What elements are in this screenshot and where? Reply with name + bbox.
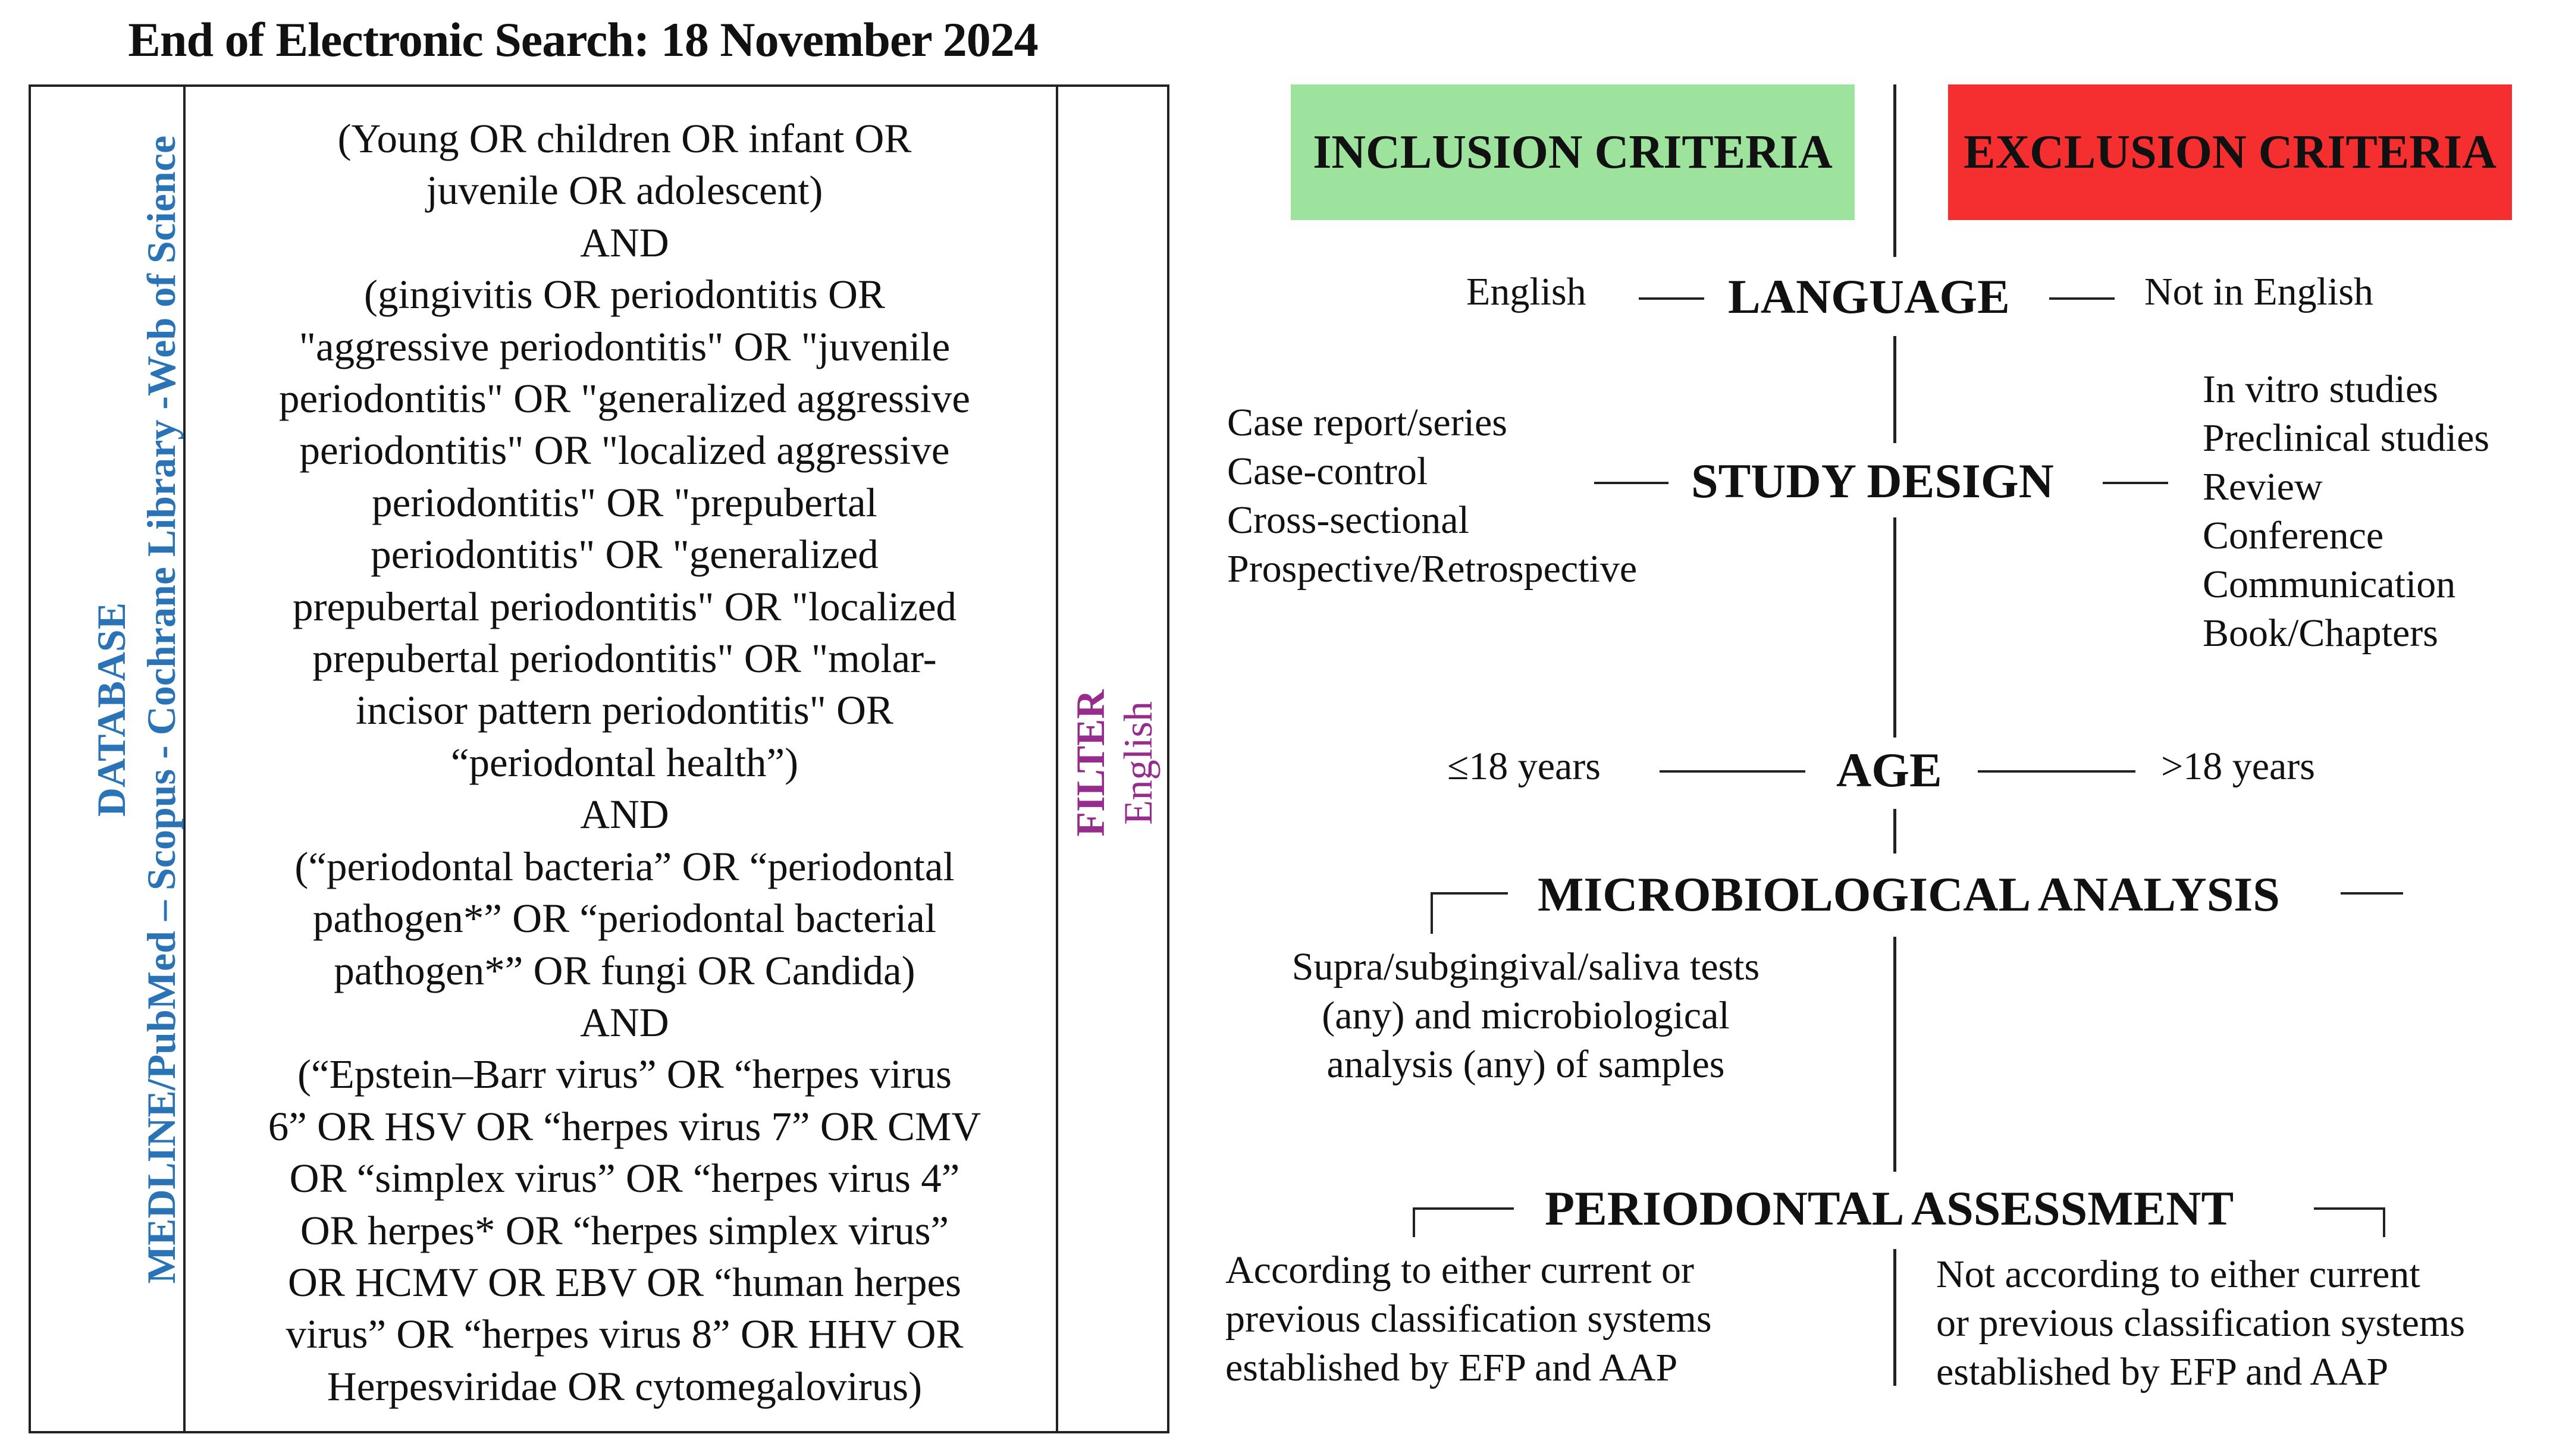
spine-segment	[1893, 517, 1896, 738]
spine-segment	[1893, 1249, 1896, 1386]
query-line: OR herpes* OR “herpes simplex virus”	[300, 1207, 949, 1253]
query-line: periodontitis" OR "localized aggressive	[299, 428, 950, 473]
language-include: English	[1466, 270, 1586, 313]
study-design-include-item: Case-control	[1227, 450, 1428, 493]
language-label: LANGUAGE	[1728, 269, 2010, 324]
micro-include-line: analysis (any) of samples	[1326, 1043, 1725, 1086]
database-label: DATABASE	[89, 602, 134, 817]
study-design-exclude-item: Book/Chapters	[2203, 611, 2438, 655]
periodontal-assessment-label: PERIODONTAL ASSESSMENT	[1545, 1181, 2234, 1235]
query-operator: AND	[580, 792, 669, 837]
perio-connector-tick-right	[2383, 1207, 2385, 1237]
micro-connector-tick	[1431, 892, 1433, 934]
age-connector-left	[1660, 770, 1805, 773]
micro-include	[1225, 943, 1826, 1089]
inclusion-criteria-header: INCLUSION CRITERIA	[1291, 84, 1855, 220]
query-line: OR “simplex virus” OR “herpes virus 4”	[289, 1156, 960, 1201]
study-design-include-item: Prospective/Retrospective	[1227, 547, 1638, 591]
spine-segment	[1893, 336, 1896, 443]
language-connector-left	[1639, 297, 1704, 300]
language-connector-right	[2049, 297, 2115, 300]
database-column	[86, 0, 187, 1435]
query-line: juvenile OR adolescent)	[426, 168, 823, 214]
query-line: 6” OR HSV OR “herpes virus 7” OR CMV	[268, 1103, 981, 1149]
age-label: AGE	[1836, 743, 1942, 797]
query-line: prepubertal periodontitis" OR "localized	[293, 583, 956, 629]
perio-connector-tick-left	[1413, 1207, 1415, 1237]
study-design-exclude-item: Review	[2203, 465, 2323, 509]
micro-connector-right	[2341, 892, 2403, 895]
query-line: periodontitis" OR "prepubertal	[372, 479, 877, 525]
query-line: incisor pattern periodontitis" OR	[356, 688, 893, 733]
query-line: OR HCMV OR EBV OR “human herpes	[287, 1259, 962, 1305]
query-line: (Young OR children OR infant OR	[337, 116, 912, 161]
query-line: (“Epstein–Barr virus” OR “herpes virus	[297, 1052, 952, 1097]
query-line: pathogen*” OR fungi OR Candida)	[334, 947, 915, 993]
micro-include-line: (any) and microbiological	[1322, 994, 1730, 1037]
filter-column	[1067, 644, 1168, 882]
micro-connector-left	[1431, 892, 1508, 895]
query-line: (“periodontal bacteria” OR “periodontal	[294, 843, 955, 889]
study-design-connector-right	[2103, 482, 2168, 484]
age-exclude: >18 years	[2161, 745, 2315, 788]
spine-segment	[1893, 937, 1896, 1172]
perio-exclude	[1936, 1250, 2465, 1397]
filter-label: FILTER	[1068, 689, 1113, 837]
microbiological-analysis-label: MICROBIOLOGICAL ANALYSIS	[1538, 867, 2280, 921]
exclusion-criteria-header: EXCLUSION CRITERIA	[1948, 84, 2512, 220]
query-operator: AND	[580, 999, 669, 1045]
query-line: “periodontal health”)	[450, 739, 799, 785]
study-design-include-item: Case report/series	[1227, 401, 1507, 444]
perio-connector-left	[1413, 1207, 1514, 1210]
query-line: virus” OR “herpes virus 8” OR HHV OR	[286, 1311, 964, 1357]
page-title: End of Electronic Search: 18 November 2024	[128, 12, 1038, 67]
perio-connector-right	[2314, 1207, 2385, 1210]
query-line: Herpesviridae OR cytomegalovirus)	[327, 1363, 923, 1409]
study-design-label: STUDY DESIGN	[1691, 454, 2054, 508]
age-include: ≤18 years	[1447, 745, 1601, 788]
study-design-exclude-item: Communication	[2203, 563, 2456, 606]
query-line: periodontitis" OR "generalized	[371, 532, 879, 578]
study-design-exclude-item: In vitro studies	[2203, 368, 2438, 411]
study-design-exclude-item: Conference	[2203, 514, 2384, 557]
study-design-include-item: Cross-sectional	[1227, 498, 1469, 542]
query-line: prepubertal periodontitis" OR "molar-	[312, 636, 937, 682]
age-connector-right	[1978, 770, 2135, 773]
perio-exclude-line: established by EFP and AAP	[1936, 1350, 2389, 1394]
search-query	[196, 113, 1053, 1413]
spine-segment	[1893, 84, 1896, 257]
perio-exclude-line: Not according to either current	[1936, 1253, 2420, 1296]
query-line: "aggressive periodontitis" OR "juvenile	[299, 324, 951, 369]
perio-include-line: According to either current or	[1225, 1248, 1695, 1292]
perio-include	[1225, 1246, 1712, 1392]
query-operator: AND	[580, 219, 669, 265]
filter-value: English	[1115, 701, 1161, 825]
study-design-connector-left	[1594, 482, 1668, 484]
micro-include-line: Supra/subgingival/saliva tests	[1291, 945, 1760, 989]
perio-include-line: previous classification systems	[1225, 1297, 1712, 1341]
database-list: MEDLINE/PubMed – Scopus - Cochrane Library -Web of Science	[139, 135, 184, 1284]
perio-exclude-line: or previous classification systems	[1936, 1301, 2466, 1345]
perio-include-line: established by EFP and AAP	[1225, 1346, 1678, 1389]
query-line: (gingivitis OR periodontitis OR	[364, 272, 885, 318]
spine-segment	[1893, 809, 1896, 853]
query-line: pathogen*” OR “periodontal bacterial	[312, 896, 936, 942]
study-design-include	[1227, 398, 1637, 594]
study-design-exclude-item: Preclinical studies	[2203, 416, 2490, 460]
study-design-exclude	[2203, 365, 2489, 658]
query-line: periodontitis" OR "generalized aggressive	[279, 376, 970, 422]
language-exclude: Not in English	[2144, 270, 2374, 313]
filter-divider	[1056, 84, 1058, 1433]
